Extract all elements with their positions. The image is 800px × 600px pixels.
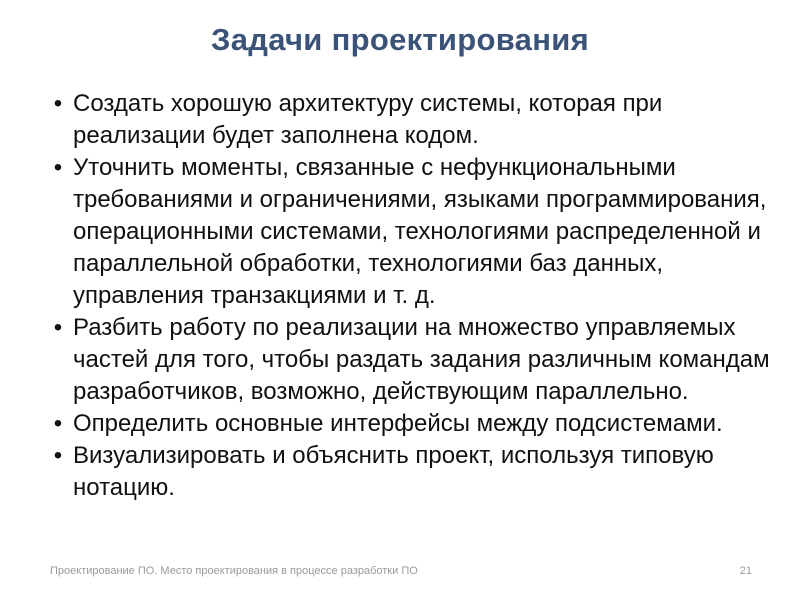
bullet-item xyxy=(40,88,780,152)
bullet-text: Визуализировать и объяснить проект, используя типовую нотацию. xyxy=(73,442,714,501)
bullet-item xyxy=(40,152,780,312)
page-number: 21 xyxy=(739,565,752,577)
bullet-list xyxy=(40,88,780,504)
bullet-dot-icon: • xyxy=(53,314,63,341)
slide-title: Задачи проектирования xyxy=(211,22,589,57)
bullet-text: Уточнить моменты, связанные с нефункциональными требованиями и ограничениями, языками программирования, операционными системами, технологиями распределенной и параллельной обработки, технологиями баз данных, управления транзакциями и т. д. xyxy=(73,154,767,309)
bullet-text: Создать хорошую архитектуру системы, которая при реализации будет заполнена кодом. xyxy=(73,90,663,149)
bullet-item xyxy=(40,408,780,440)
bullet-dot-icon: • xyxy=(53,410,63,437)
bullet-dot-icon: • xyxy=(53,442,63,469)
bullet-text: Разбить работу по реализации на множество управляемых частей для того, чтобы раздать задания различным командам разработчиков, возможно, действующим параллельно. xyxy=(73,314,770,405)
footer-caption: Проектирование ПО. Место проектирования в процессе разработки ПО xyxy=(50,565,418,577)
bullet-text: Определить основные интерфейсы между подсистемами. xyxy=(73,410,723,437)
bullet-dot-icon: • xyxy=(53,154,63,181)
bullet-item xyxy=(40,440,780,504)
bullet-dot-icon: • xyxy=(53,90,63,117)
bullet-item xyxy=(40,312,780,408)
